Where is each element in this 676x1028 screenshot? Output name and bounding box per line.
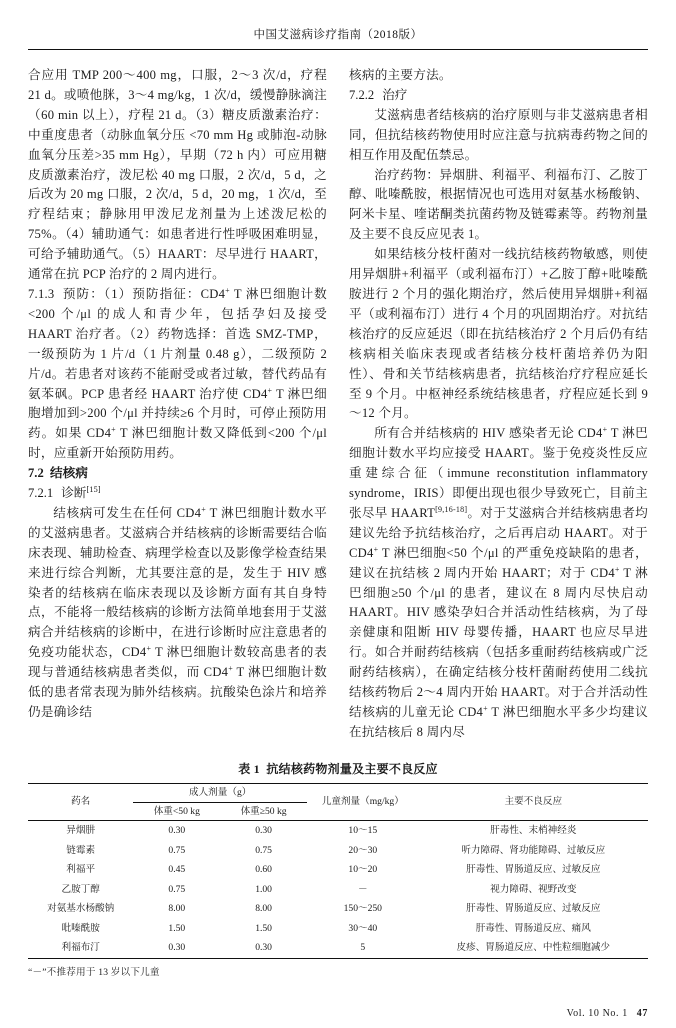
cell-weight-lt: 0.45 [168, 864, 186, 875]
cell-weight-lt: 0.30 [133, 938, 220, 958]
paragraph-pcp-prevention [28, 285, 327, 464]
paragraph-treatment-drugs: 治疗药物：异烟肼、利福平、利福布汀、乙胺丁醇、吡嗪酰胺，根据情况也可选用对氨基水杨酸钠、阿米卡星、喹诺酮类抗菌药物及链霉素等。药物剂量及主要不良反应见表 1。 [349, 167, 648, 242]
running-head [28, 0, 648, 42]
col-header-drug: 药名 [28, 784, 133, 821]
footer-volume: Vol. 10 No. 1 [566, 1008, 628, 1019]
subsection-label-treatment: 治疗 [382, 87, 408, 102]
table-header-row-1 [28, 784, 648, 803]
header-divider [28, 49, 648, 50]
cell-adverse-effects: 听力障碍、肾功能障碍、过敏反应 [461, 844, 606, 856]
paragraph-first-line-regimen: 如果结核分枝杆菌对一线抗结核药物敏感，则使用异烟肼+利福平（或利福布汀）+乙胺丁醇+吡嗪酰胺进行 2 个月的强化期治疗，然后使用异烟肼+利福平（或利福布汀）进行 4 个月的巩固期治疗。对抗结核治疗的反应延迟（即在抗结核治疗 2 个月后仍有结核病相关临床表现或者结核分枝杆菌培养仍为阳性）、骨和关节结核病患者，抗结核治疗疗程应延长至 9 个月。中枢神经系统结核患者，疗程应延长到 9～12 个月。 [349, 247, 648, 421]
cell-adverse-effects: 视力障碍、视野改变 [490, 883, 577, 895]
section-number-72: 7.2 [28, 466, 44, 481]
table-body [28, 821, 648, 959]
cell-adverse-effects: 肝毒性、胃肠道反应、过敏反应 [466, 864, 601, 875]
cell-child-dose: 30～40 [348, 922, 378, 934]
paragraph-haart-timing: 所有合并结核病的 HIV 感染者无论 CD4+ T 淋巴细胞计数水平均应接受 HAART。鉴于免疫炎性反应重建综合征（immune reconstitution inflammatory syndrome，IRIS）即便出现也很少导致死亡，目前主张尽早 HAART[9,16-18]。对于艾滋病合并结核病患者均建议先给予抗结核治疗，之后再启动 HAART。对于 CD4+ T 淋巴细胞<50 个/μl 的严重免疫缺陷的患者，建议在抗结核 2 周内开始 HAART；对于 CD4+ T 淋巴细胞≥50 个/μl 的患者，建议在 8 周内尽快启动 HAART。HIV 感染孕妇合并活动性结核病，为了母亲健康和阻断 HIV 母婴传播，HAART 也应尽早进行。如合并耐药结核病（包括多重耐药结核病或广泛耐药结核病），在确定结核分枝杆菌耐药使用二线抗结核药物后 2～4 周内开始 HAART。对于合并活动性结核病的儿童无论 CD4+ T 淋巴细胞水平多少均建议在抗结核后 8 周内尽 [349, 425, 649, 739]
table-label: 表 1 [238, 762, 260, 776]
paragraph-continuation: 核病的主要方法。 [349, 68, 452, 82]
two-column-body [28, 66, 648, 743]
cell-drug-name: 乙胺丁醇 [61, 883, 100, 895]
cell-child-dose: － [357, 883, 368, 895]
table-title-text: 抗结核药物剂量及主要不良反应 [266, 762, 438, 776]
cell-weight-ge: 8.00 [255, 903, 272, 914]
table-row [28, 841, 648, 861]
table-row [28, 880, 648, 900]
prevention-body: 预防：（1）预防指征：CD4+ T 淋巴细胞计数<200 个/μl 的成人和青少年，包括孕妇及接受 HAART 治疗者。（2）药物选择：首选 SMZ-TMP，一级预防为 1 片/d（1 片剂量 0.48 g），二级预防 2 片/d。若患者对该药不能耐受或者过敏，替代药品有氨苯砜。PCP 患者经 HAART 治疗使 CD4+ T 淋巴细胞增加到>200 个/μl 并持续≥6 个月时，可停止预防用药。如果 CD4+ T 淋巴细胞计数又降低到<200 个/μl 时，应重新开始预防用药。 [28, 285, 327, 461]
table-row [28, 899, 648, 919]
section-number-721: 7.2.1 [28, 486, 54, 501]
cell-child-dose: 10～20 [348, 864, 378, 875]
cell-child-dose: 150～250 [343, 903, 382, 914]
subsection-heading-721 [28, 484, 327, 504]
subsection-label-diagnosis: 诊断 [61, 486, 87, 501]
section-number-713: 7.1.3 [28, 286, 55, 301]
cell-weight-lt: 1.50 [168, 922, 186, 934]
cell-drug-name: 异烟肼 [28, 821, 133, 841]
cell-weight-lt: 8.00 [168, 903, 186, 914]
cell-weight-ge: 0.30 [220, 821, 307, 841]
col-header-weight-lt: 体重<50 kg [153, 805, 200, 817]
col-header-adverse: 主要不良反应 [419, 784, 648, 821]
footer-page-number: 47 [636, 1008, 648, 1019]
table-row [28, 919, 648, 939]
cell-weight-ge: 0.75 [255, 844, 272, 856]
section-title-72: 结核病 [50, 466, 88, 481]
col-header-child-dose: 儿童剂量（mg/kg） [307, 784, 419, 821]
cell-weight-lt: 0.75 [168, 883, 186, 895]
left-column [28, 66, 327, 743]
paragraph-treatment-principles: 艾滋病患者结核病的治疗原则与非艾滋病患者相同，但抗结核药物使用时应注意与抗病毒药物之间的相互作用及配伍禁忌。 [349, 107, 648, 162]
paragraph-tb-diagnosis: 结核病可发生在任何 CD4+ T 淋巴细胞计数水平的艾滋病患者。艾滋病合并结核病的诊断需要结合临床表现、辅助检查、病理学检查以及影像学检查结果来进行综合判断，尤其要注意的是，发生于 HIV 感染者的结核病在临床表现以及诊断方面有其自身特点，不能将一般结核病的诊断方法简单地套用于艾滋病合并结核病的诊断中，在进行诊断时应注意患者的免疫功能状态，CD4+ T 淋巴细胞计数较高患者的表现与普通结核病患者类似，而 CD4+ T 淋巴细胞计数低的患者常表现为肺外结核病。抗酸染色涂片和培养仍是确诊结 [28, 504, 327, 719]
table-footnote: “－”不推荐用于 13 岁以下儿童 [28, 966, 160, 978]
table-caption [28, 760, 648, 777]
cell-child-dose: 5 [307, 938, 419, 958]
cell-child-dose: 20～30 [348, 844, 378, 856]
antitb-drug-table [28, 783, 648, 959]
cell-drug-name: 利福布汀 [28, 938, 133, 958]
right-column [349, 66, 648, 743]
cell-weight-ge: 0.60 [255, 864, 272, 875]
paragraph-pcp-treatment: 合应用 TMP 200～400 mg，口服，2～3 次/d，疗程 21 d。或喷他脒，3～4 mg/kg，1 次/d，缓慢静脉滴注（60 min 以上），疗程 21 d。（3）糖皮质激素治疗：中重度患者（动脉血氧分压 <70 mm Hg 或肺泡-动脉血氧分压差>35 mm Hg），早期（72 h 内）可应用糖皮质激素治疗，泼尼松 40 mg 口服，2 次/d，5 d，之后改为 20 mg 口服，2 次/d，5 d，20 mg，1 次/d，至疗程结束；静脉用甲泼尼龙剂量为上述泼尼松的 75%。（4）辅助通气：如患者进行性呼吸困难明显，可给予辅助通气。（5）HAART：尽早进行 HAART，通常在抗 PCP 治疗的 2 周内进行。 [28, 68, 327, 282]
table-row [28, 860, 648, 880]
col-header-adult-dose: 成人剂量（g） [133, 784, 307, 803]
cell-weight-lt: 0.75 [168, 844, 186, 856]
subsection-heading-722 [349, 86, 648, 106]
cell-drug-name: 链霉素 [66, 844, 96, 856]
section-heading-72 [28, 464, 327, 484]
col-header-weight-ge: 体重≥50 kg [240, 805, 287, 817]
cell-weight-ge: 1.50 [255, 922, 272, 934]
cell-adverse-effects: 肝毒性、胃肠道反应、过敏反应 [466, 903, 601, 914]
section-number-722: 7.2.2 [349, 87, 375, 102]
cell-weight-ge: 0.30 [220, 938, 307, 958]
cell-weight-ge: 1.00 [255, 883, 272, 895]
cell-drug-name: 利福平 [66, 864, 96, 875]
cell-adverse-effects: 肝毒性、末梢神经炎 [419, 821, 648, 841]
reference-marker-15: [15] [86, 483, 101, 494]
page-footer [28, 1008, 648, 1019]
cell-weight-lt: 0.30 [133, 821, 220, 841]
cell-drug-name: 对氨基水杨酸钠 [47, 903, 115, 914]
running-head-title: 中国艾滋病诊疗指南（2018版） [253, 29, 423, 41]
table-row [28, 938, 648, 958]
cell-child-dose: 10～15 [307, 821, 419, 841]
cell-adverse-effects: 皮疹、胃肠道反应、中性粒细胞减少 [419, 938, 648, 958]
cell-drug-name: 吡嗪酰胺 [61, 922, 100, 934]
table-head [28, 784, 648, 821]
cell-adverse-effects: 肝毒性、胃肠道反应、痛风 [475, 922, 591, 934]
table-row [28, 821, 648, 841]
table-1-container [28, 760, 648, 978]
